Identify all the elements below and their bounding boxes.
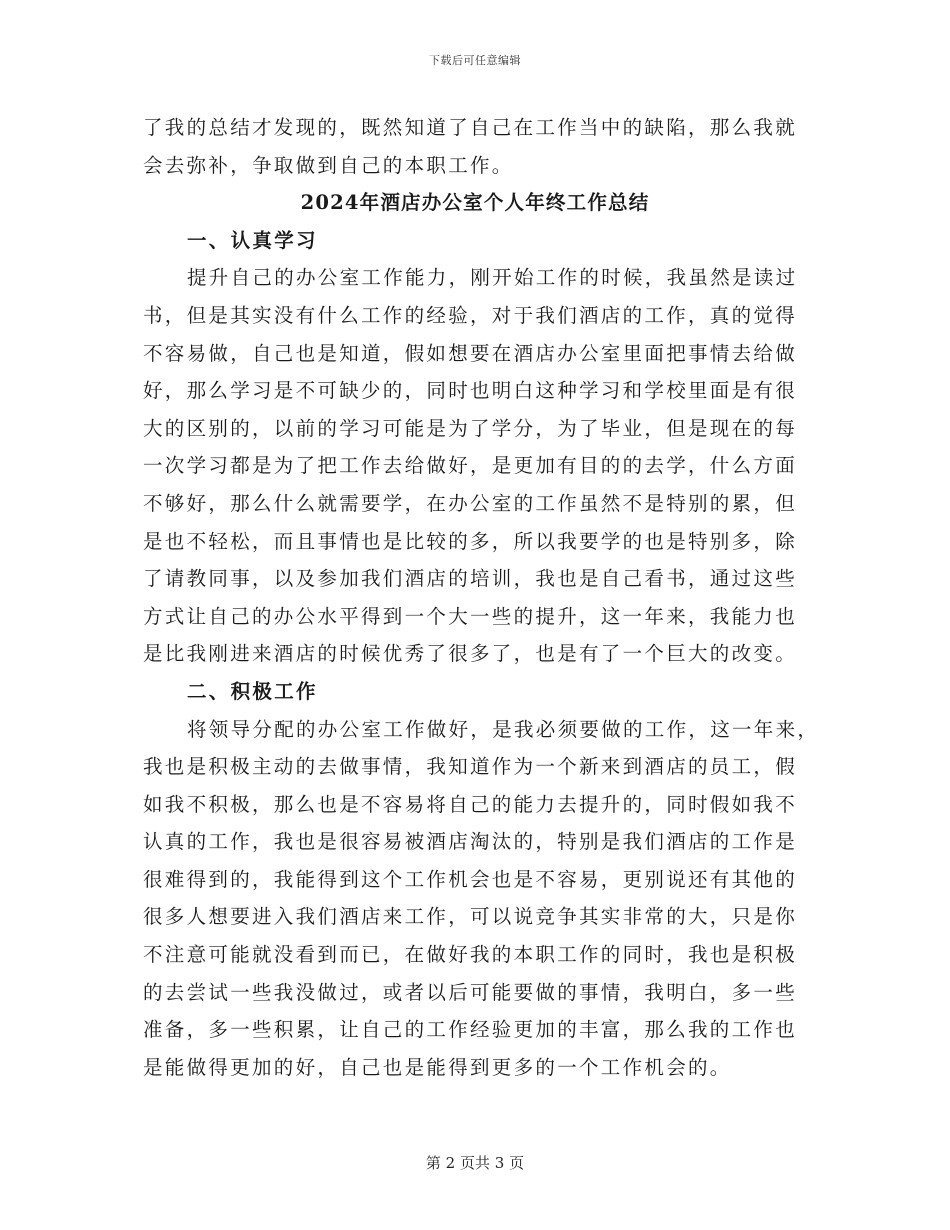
document-body xyxy=(143,109,820,1086)
body-line: 方式让自己的办公水平得到一个大一些的提升，这一年来，我能力也 xyxy=(143,604,798,628)
document-title: 2024年酒店办公室个人年终工作总结 xyxy=(300,191,650,215)
body-line: 很难得到的，我能得到这个工作机会也是不容易，更别说还有其他的 xyxy=(143,867,798,891)
body-line: 很多人想要进入我们酒店来工作，可以说竞争其实非常的大，只是你 xyxy=(143,905,798,929)
body-line: 不够好，那么什么就需要学，在办公室的工作虽然不是特别的累，但 xyxy=(143,491,798,515)
body-line: 认真的工作，我也是很容易被酒店淘汰的，特别是我们酒店的工作是 xyxy=(143,830,798,854)
body-line: 一次学习都是为了把工作去给做好，是更加有目的的去学，什么方面 xyxy=(143,454,798,478)
page-footer: 第 2 页共 3 页 xyxy=(425,1154,525,1172)
section-heading: 一、认真学习 xyxy=(187,228,318,252)
body-line: 不注意可能就没看到而已，在做好我的本职工作的同时，我也是积极 xyxy=(143,943,798,967)
section-heading: 二、积极工作 xyxy=(187,679,318,703)
body-line: 了请教同事，以及参加我们酒店的培训，我也是自己看书，通过这些 xyxy=(143,567,798,591)
body-line: 我也是积极主动的去做事情，我知道作为一个新来到酒店的员工，假 xyxy=(143,755,798,779)
body-line: 是也不轻松，而且事情也是比较的多，所以我要学的也是特别多，除 xyxy=(143,529,798,553)
body-line: 了我的总结才发现的，既然知道了自己在工作当中的缺陷，那么我就 xyxy=(143,116,798,139)
body-line: 大的区别的，以前的学习可能是为了学分，为了毕业，但是现在的每 xyxy=(143,416,798,440)
body-line: 好，那么学习是不可缺少的，同时也明白这种学习和学校里面是有很 xyxy=(143,379,798,403)
paragraph-first-line: 提升自己的办公室工作能力，刚开始工作的时候，我虽然是读过 xyxy=(187,266,798,290)
page-header: 下载后可任意编辑 xyxy=(429,54,521,67)
body-line: 是能做得更加的好，自己也是能得到更多的一个工作机会的。 xyxy=(143,1055,732,1079)
body-line: 是比我刚进来酒店的时候优秀了很多了，也是有了一个巨大的改变。 xyxy=(143,642,798,666)
body-line: 会去弥补，争取做到自己的本职工作。 xyxy=(143,153,514,177)
body-line: 书，但是其实没有什么工作的经验，对于我们酒店的工作，真的觉得 xyxy=(143,303,798,327)
body-line: 如我不积极，那么也是不容易将自己的能力去提升的，同时假如我不 xyxy=(143,792,798,816)
body-line: 的去尝试一些我没做过，或者以后可能要做的事情，我明白，多一些 xyxy=(143,980,798,1004)
body-line: 不容易做，自己也是知道，假如想要在酒店办公室里面把事情去给做 xyxy=(143,341,798,365)
body-line: 准备，多一些积累，让自己的工作经验更加的丰富，那么我的工作也 xyxy=(143,1018,798,1042)
paragraph-first-line: 将领导分配的办公室工作做好，是我必须要做的工作，这一年来， xyxy=(187,717,820,741)
